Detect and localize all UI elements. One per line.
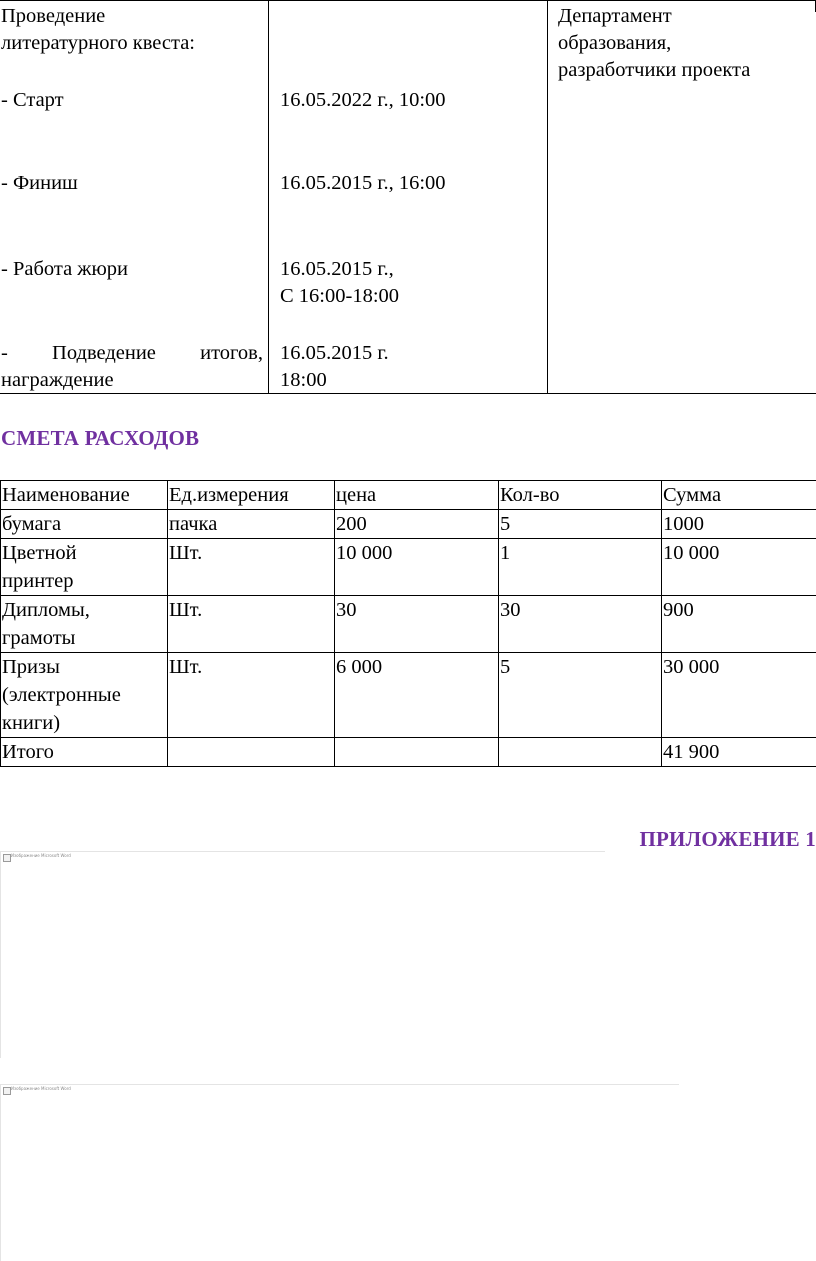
item-price: 30 xyxy=(335,596,499,653)
text-line: Дипломы, xyxy=(2,596,167,624)
text-line: принтер xyxy=(2,567,167,595)
text-line: 16.05.2015 г., xyxy=(280,256,399,283)
schedule-jury-date xyxy=(280,256,399,310)
item-price: 10 000 xyxy=(335,539,499,596)
item-name xyxy=(1,596,168,653)
item-unit: Шт. xyxy=(168,539,335,596)
schedule-finish-date: 16.05.2015 г., 16:00 xyxy=(280,170,446,197)
text-line: книги) xyxy=(2,709,167,737)
text-line: грамоты xyxy=(2,624,167,652)
text-line: (электронные xyxy=(2,681,167,709)
table-row xyxy=(1,653,816,738)
schedule-event-title xyxy=(1,3,195,57)
schedule-results-label xyxy=(1,340,263,367)
item-name xyxy=(1,539,168,596)
column-header: Кол-во xyxy=(499,481,662,510)
text-word: Подведение xyxy=(52,340,156,367)
table-border-bottom xyxy=(0,393,816,394)
item-sum: 10 000 xyxy=(662,539,816,596)
item-qty: 30 xyxy=(499,596,662,653)
total-price xyxy=(335,738,499,767)
column-header: Наименование xyxy=(1,481,168,510)
schedule-results-date xyxy=(280,340,389,394)
schedule-results-label-cont: награждение xyxy=(1,367,114,394)
appendix-image xyxy=(0,851,605,1058)
table-border-top xyxy=(0,0,816,1)
schedule-start-date: 16.05.2022 г., 10:00 xyxy=(280,87,446,114)
total-unit xyxy=(168,738,335,767)
image-alt-text: Изображение Microsoft Word xyxy=(11,853,71,859)
schedule-jury-label: - Работа жюри xyxy=(1,256,128,283)
table-header-row xyxy=(1,481,816,510)
total-label: Итого xyxy=(1,738,168,767)
item-price: 200 xyxy=(335,510,499,539)
column-header: Сумма xyxy=(662,481,816,510)
schedule-start-label: - Старт xyxy=(1,87,64,114)
table-row xyxy=(1,510,816,539)
item-price: 6 000 xyxy=(335,653,499,738)
item-qty: 5 xyxy=(499,653,662,738)
text-line: 16.05.2015 г. xyxy=(280,340,389,367)
column-divider xyxy=(268,0,269,394)
appendix-image xyxy=(0,1084,679,1261)
broken-image-icon xyxy=(3,1087,11,1095)
text-line: Проведение xyxy=(1,3,195,30)
appendix-heading: ПРИЛОЖЕНИЕ 1 xyxy=(639,826,816,853)
text-word: итогов, xyxy=(200,340,263,367)
text-line: разработчики проекта xyxy=(558,57,750,84)
text-line: С 16:00-18:00 xyxy=(280,283,399,310)
text-line: образования, xyxy=(558,30,750,57)
schedule-finish-label: - Финиш xyxy=(1,170,78,197)
item-name xyxy=(1,510,168,539)
item-unit: Шт. xyxy=(168,653,335,738)
item-sum: 900 xyxy=(662,596,816,653)
table-row xyxy=(1,596,816,653)
image-alt-text: Изображение Microsoft Word xyxy=(11,1086,71,1092)
text-line: литературного квеста: xyxy=(1,30,195,57)
text-line: Призы xyxy=(2,653,167,681)
budget-heading: СМЕТА РАСХОДОВ xyxy=(1,425,199,452)
column-header: Ед.измерения xyxy=(168,481,335,510)
text-line: 18:00 xyxy=(280,367,389,394)
text-word: - xyxy=(1,340,8,367)
text-line: бумага xyxy=(2,510,167,538)
item-unit: пачка xyxy=(168,510,335,539)
column-divider xyxy=(547,0,548,394)
item-name xyxy=(1,653,168,738)
text-line: Цветной xyxy=(2,539,167,567)
total-qty xyxy=(499,738,662,767)
text-line: Департамент xyxy=(558,3,750,30)
broken-image-icon xyxy=(3,854,11,862)
item-qty: 5 xyxy=(499,510,662,539)
schedule-organizer xyxy=(558,3,750,84)
item-unit: Шт. xyxy=(168,596,335,653)
column-header: цена xyxy=(335,481,499,510)
table-row xyxy=(1,539,816,596)
item-sum: 30 000 xyxy=(662,653,816,738)
item-qty: 1 xyxy=(499,539,662,596)
table-total-row xyxy=(1,738,816,767)
budget-table xyxy=(0,480,816,767)
total-sum: 41 900 xyxy=(662,738,816,767)
item-sum: 1000 xyxy=(662,510,816,539)
